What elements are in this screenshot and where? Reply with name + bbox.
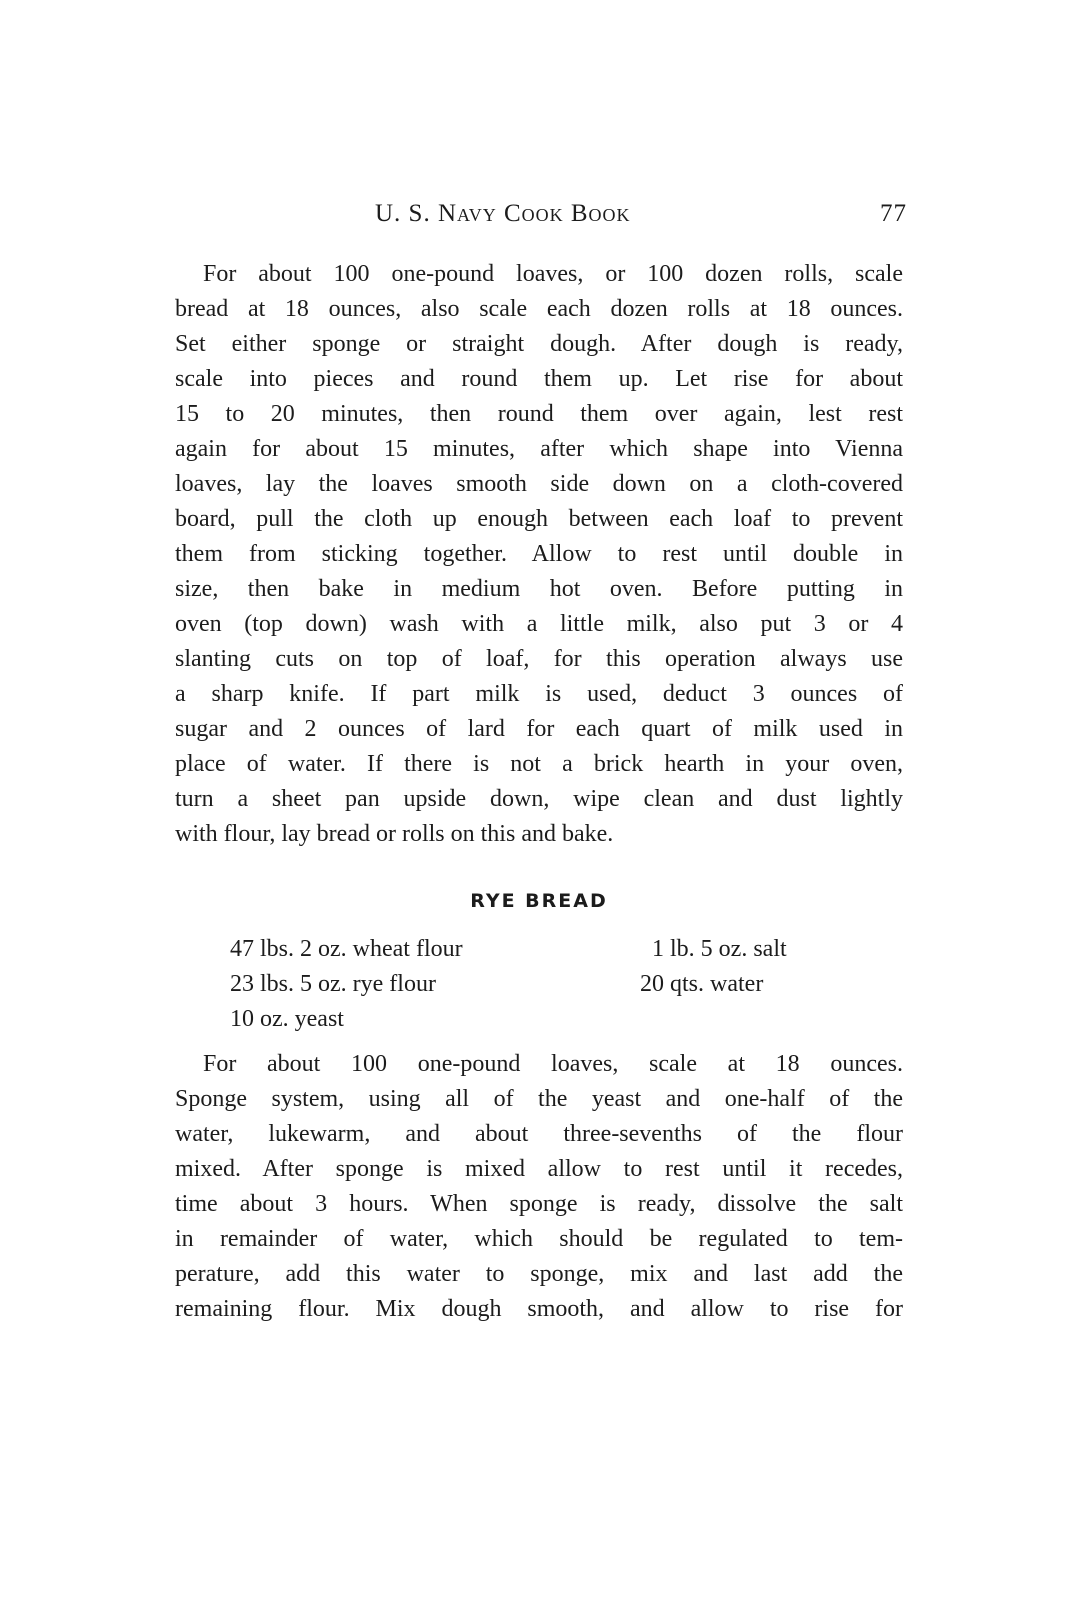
paragraph-line: a sharp knife. If part milk is used, deduct 3 ounces of <box>175 681 903 707</box>
ingredient-item: 10 oz. yeast <box>230 1006 344 1032</box>
recipe-heading: RYE BREAD <box>470 890 608 912</box>
paragraph-line: bread at 18 ounces, also scale each dozen rolls at 18 ounces. <box>175 296 903 322</box>
paragraph-line: For about 100 one-pound loaves, scale at 18 ounces. <box>203 1051 903 1077</box>
paragraph-line: sugar and 2 ounces of lard for each quart of milk used in <box>175 716 903 742</box>
ingredient-item: 47 lbs. 2 oz. wheat flour <box>230 936 463 962</box>
paragraph-line: scale into pieces and round them up. Let rise for about <box>175 366 903 392</box>
paragraph-line: again for about 15 minutes, after which shape into Vienna <box>175 436 903 462</box>
paragraph-line: Sponge system, using all of the yeast and one-half of the <box>175 1086 903 1112</box>
paragraph-line: perature, add this water to sponge, mix and last add the <box>175 1261 903 1287</box>
running-title: U. S. Navy Cook Book <box>375 200 631 227</box>
paragraph-line: water, lukewarm, and about three-sevenths of the flour <box>175 1121 903 1147</box>
page-number: 77 <box>880 200 907 227</box>
paragraph-line: board, pull the cloth up enough between each loaf to prevent <box>175 506 903 532</box>
paragraph-line: with flour, lay bread or rolls on this and bake. <box>175 821 614 847</box>
paragraph-line: mixed. After sponge is mixed allow to rest until it recedes, <box>175 1156 903 1182</box>
paragraph-line: slanting cuts on top of loaf, for this operation always use <box>175 646 903 672</box>
paragraph-line: turn a sheet pan upside down, wipe clean and dust lightly <box>175 786 903 812</box>
paragraph-line: place of water. If there is not a brick hearth in your oven, <box>175 751 903 777</box>
ingredient-item: 1 lb. 5 oz. salt <box>652 936 787 962</box>
paragraph-line: them from sticking together. Allow to rest until double in <box>175 541 903 567</box>
paragraph-line: Set either sponge or straight dough. After dough is ready, <box>175 331 903 357</box>
paragraph-line: time about 3 hours. When sponge is ready, dissolve the salt <box>175 1191 903 1217</box>
ingredient-item: 20 qts. water <box>640 971 764 997</box>
running-header <box>175 200 907 240</box>
paragraph-line: 15 to 20 minutes, then round them over again, lest rest <box>175 401 903 427</box>
paragraph-line: in remainder of water, which should be regulated to tem- <box>175 1226 903 1252</box>
paragraph-line: For about 100 one-pound loaves, or 100 dozen rolls, scale <box>203 261 903 287</box>
paragraph-line: remaining flour. Mix dough smooth, and allow to rise for <box>175 1296 903 1322</box>
ingredient-item: 23 lbs. 5 oz. rye flour <box>230 971 436 997</box>
paragraph-line: oven (top down) wash with a little milk, also put 3 or 4 <box>175 611 903 637</box>
paragraph-line: loaves, lay the loaves smooth side down on a cloth-covered <box>175 471 903 497</box>
paragraph-line: size, then bake in medium hot oven. Before putting in <box>175 576 903 602</box>
